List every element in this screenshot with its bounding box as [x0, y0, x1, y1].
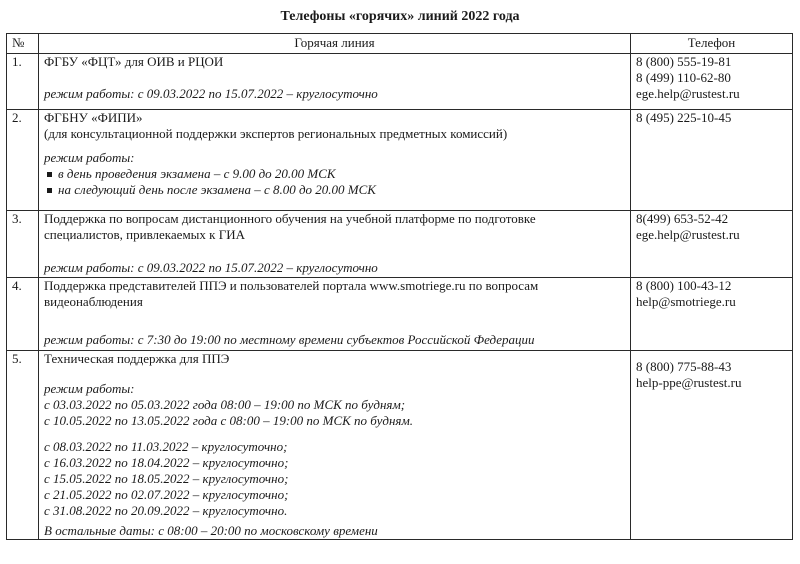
schedule-bullet: в день проведения экзамена – с 9.00 до 20.00 МСК [44, 166, 625, 182]
phone-number[interactable]: 8 (499) 110-62-80 [636, 70, 731, 85]
table-header-row [7, 34, 793, 54]
row-number: 3. [7, 211, 39, 278]
row-number: 2. [7, 110, 39, 211]
work-mode: режим работы: с 09.03.2022 по 15.07.2022 – круглосуточно [44, 260, 378, 275]
hotline-org: Поддержка представителей ППЭ и пользователей портала www.smotriege.ru по вопросам [44, 278, 539, 293]
phone-cell [631, 351, 793, 540]
email-link[interactable]: ege.help@rustest.ru [636, 227, 740, 242]
hotline-org: специалистов, привлекаемых к ГИА [44, 227, 246, 242]
hotline-org: ФГБНУ «ФИПИ» [44, 110, 143, 125]
schedule-line: с 21.05.2022 по 02.07.2022 – круглосуточно; [44, 487, 289, 502]
document-title: Телефоны «горячих» линий 2022 года [280, 9, 520, 24]
schedule-line: с 16.03.2022 по 18.04.2022 – круглосуточно; [44, 455, 289, 470]
schedule-line: с 31.08.2022 по 20.09.2022 – круглосуточно. [44, 503, 288, 518]
hotline-cell [39, 351, 631, 540]
phone-cell [631, 110, 793, 211]
schedule-line: с 03.03.2022 по 05.03.2022 года 08:00 – 19:00 по МСК по будням; [44, 397, 406, 412]
work-mode-title: режим работы: [44, 150, 135, 165]
work-mode: режим работы: с 7:30 до 19:00 по местному времени субъектов Российской Федерации [44, 332, 535, 347]
phone-number[interactable]: 8 (800) 775-88-43 [636, 359, 732, 374]
phone-number[interactable]: 8 (800) 100-43-12 [636, 278, 732, 293]
table-row [7, 211, 793, 278]
row-number: 5. [7, 351, 39, 540]
row-number: 1. [7, 54, 39, 110]
email-link[interactable]: help@smotriege.ru [636, 294, 736, 309]
header-phone: Телефон [631, 34, 793, 54]
hotline-cell [39, 211, 631, 278]
header-hotline: Горячая линия [39, 34, 631, 54]
schedule-bullet: на следующий день после экзамена – с 8.00 до 20.00 МСК [44, 182, 625, 198]
phone-number[interactable]: 8 (800) 555-19-81 [636, 54, 732, 69]
phone-cell [631, 211, 793, 278]
hotline-cell [39, 110, 631, 211]
table-row [7, 278, 793, 351]
hotline-cell [39, 278, 631, 351]
phone-cell [631, 278, 793, 351]
table-row [7, 110, 793, 211]
email-link[interactable]: ege.help@rustest.ru [636, 86, 740, 101]
table-row [7, 351, 793, 540]
phone-number[interactable]: 8(499) 653-52-42 [636, 211, 729, 226]
hotline-org: ФГБУ «ФЦТ» для ОИВ и РЦОИ [44, 54, 224, 69]
hotline-cell [39, 54, 631, 110]
schedule-line: с 10.05.2022 по 13.05.2022 года с 08:00 – 19:00 по МСК по будням. [44, 413, 414, 428]
hotline-org: Техническая поддержка для ППЭ [44, 351, 230, 366]
hotline-subtitle: (для консультационной поддержки экспертов региональных предметных комиссий) [44, 126, 508, 141]
work-mode-title: режим работы: [44, 381, 135, 396]
phone-number[interactable]: 8 (495) 225-10-45 [636, 110, 732, 125]
hotline-org: Поддержка по вопросам дистанционного обучения на учебной платформе по подготовке [44, 211, 536, 226]
schedule-line: с 08.03.2022 по 11.03.2022 – круглосуточно; [44, 439, 288, 454]
email-link[interactable]: help-ppe@rustest.ru [636, 375, 742, 390]
work-mode: режим работы: с 09.03.2022 по 15.07.2022 – круглосуточно [44, 86, 378, 101]
header-num: № [7, 34, 39, 54]
phone-cell [631, 54, 793, 110]
other-dates-note: В остальные даты: с 08:00 – 20:00 по московскому времени [44, 523, 378, 538]
hotline-org: видеонаблюдения [44, 294, 143, 309]
table-row [7, 54, 793, 110]
schedule-line: с 15.05.2022 по 18.05.2022 – круглосуточно; [44, 471, 289, 486]
hotlines-table [6, 33, 793, 540]
row-number: 4. [7, 278, 39, 351]
